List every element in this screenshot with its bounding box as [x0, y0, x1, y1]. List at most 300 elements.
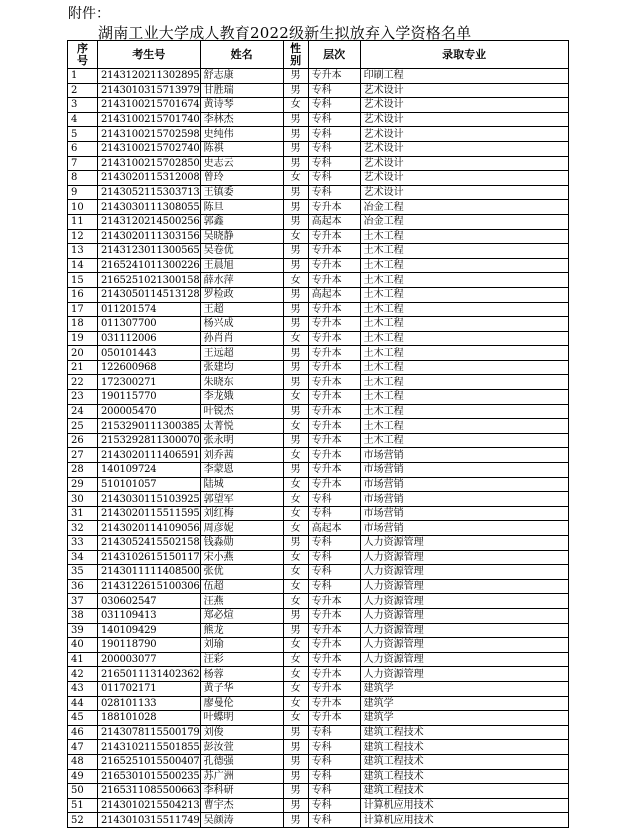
row-index-cell: 45	[68, 711, 98, 726]
exam-number-cell: 011201574	[98, 302, 201, 317]
major-cell: 艺术设计	[360, 112, 568, 127]
major-cell: 市场营销	[360, 521, 568, 536]
table-row	[68, 798, 569, 813]
exam-number-cell: 122600968	[98, 360, 201, 375]
level-cell: 专升本	[308, 696, 360, 711]
attachment-label: 附件：	[68, 6, 110, 22]
exam-number-cell: 2143010315713979	[98, 83, 201, 98]
major-cell: 市场营销	[360, 506, 568, 521]
row-index-cell: 33	[68, 536, 98, 551]
exam-number-cell: 140109429	[98, 623, 201, 638]
exam-number-cell: 011702171	[98, 681, 201, 696]
student-name-cell: 黄子华	[200, 681, 283, 696]
exam-number-cell: 2143050114513128	[98, 287, 201, 302]
gender-cell: 男	[283, 375, 308, 390]
student-name-cell: 叶锐杰	[200, 404, 283, 419]
exam-number-cell: 2153290111300385	[98, 419, 201, 434]
student-name-cell: 张建均	[200, 360, 283, 375]
exam-number-cell: 050101443	[98, 346, 201, 361]
row-index-cell: 52	[68, 813, 98, 828]
table-row	[68, 171, 569, 186]
table-row	[68, 258, 569, 273]
row-index-cell: 36	[68, 579, 98, 594]
row-index-cell: 44	[68, 696, 98, 711]
student-name-cell: 王镇委	[200, 185, 283, 200]
level-cell: 专升本	[308, 375, 360, 390]
major-cell: 艺术设计	[360, 171, 568, 186]
row-index-cell: 6	[68, 141, 98, 156]
exam-number-cell: 2143120211302895	[98, 69, 201, 84]
gender-cell: 男	[283, 302, 308, 317]
exam-number-cell: 200005470	[98, 404, 201, 419]
exam-number-cell: 2143100215701740	[98, 112, 201, 127]
major-cell: 艺术设计	[360, 185, 568, 200]
gender-cell: 女	[283, 390, 308, 405]
header-index: 序号	[68, 41, 98, 69]
gender-cell: 男	[283, 317, 308, 332]
student-name-cell: 苏广洲	[200, 769, 283, 784]
table-row	[68, 565, 569, 580]
student-name-cell: 汪燕	[200, 594, 283, 609]
row-index-cell: 10	[68, 200, 98, 215]
exam-number-cell: 188101028	[98, 711, 201, 726]
table-row	[68, 156, 569, 171]
exam-number-cell: 200003077	[98, 652, 201, 667]
student-name-cell: 张永明	[200, 433, 283, 448]
major-cell: 建筑学	[360, 696, 568, 711]
row-index-cell: 35	[68, 565, 98, 580]
exam-number-cell: 2143030111308055	[98, 200, 201, 215]
table-row	[68, 360, 569, 375]
student-name-cell: 刘红梅	[200, 506, 283, 521]
gender-cell: 男	[283, 798, 308, 813]
student-name-cell: 孙肖肖	[200, 331, 283, 346]
gender-cell: 男	[283, 404, 308, 419]
gender-cell: 女	[283, 273, 308, 288]
major-cell: 建筑学	[360, 681, 568, 696]
major-cell: 计算机应用技术	[360, 813, 568, 828]
student-name-cell: 郑必煊	[200, 608, 283, 623]
row-index-cell: 32	[68, 521, 98, 536]
gender-cell: 男	[283, 244, 308, 259]
level-cell: 专科	[308, 506, 360, 521]
exam-number-cell: 2143102615150117	[98, 550, 201, 565]
major-cell: 土木工程	[360, 244, 568, 259]
student-name-cell: 刘乔茜	[200, 448, 283, 463]
gender-cell: 女	[283, 492, 308, 507]
row-index-cell: 13	[68, 244, 98, 259]
gender-cell: 男	[283, 813, 308, 828]
row-index-cell: 15	[68, 273, 98, 288]
student-name-cell: 廖曼伦	[200, 696, 283, 711]
exam-number-cell: 2143020114109056	[98, 521, 201, 536]
student-name-cell: 史纯伟	[200, 127, 283, 142]
major-cell: 人力资源管理	[360, 667, 568, 682]
exam-number-cell: 2143078115500179	[98, 725, 201, 740]
table-row	[68, 375, 569, 390]
table-row	[68, 287, 569, 302]
gender-cell: 男	[283, 200, 308, 215]
header-exam-number: 考生号	[98, 41, 201, 69]
row-index-cell: 11	[68, 214, 98, 229]
table-row	[68, 506, 569, 521]
table-row	[68, 536, 569, 551]
level-cell: 专升本	[308, 638, 360, 653]
table-row	[68, 69, 569, 84]
table-row	[68, 273, 569, 288]
major-cell: 人力资源管理	[360, 638, 568, 653]
major-cell: 人力资源管理	[360, 550, 568, 565]
table-row	[68, 623, 569, 638]
row-index-cell: 47	[68, 740, 98, 755]
major-cell: 人力资源管理	[360, 623, 568, 638]
student-name-cell: 陈旦	[200, 200, 283, 215]
table-row	[68, 667, 569, 682]
student-name-cell: 王晨旭	[200, 258, 283, 273]
major-cell: 建筑工程技术	[360, 784, 568, 799]
student-name-cell: 黄诗琴	[200, 98, 283, 113]
gender-cell: 女	[283, 550, 308, 565]
student-name-cell: 吴卷优	[200, 244, 283, 259]
gender-cell: 男	[283, 112, 308, 127]
exam-number-cell: 030602547	[98, 594, 201, 609]
table-row	[68, 404, 569, 419]
row-index-cell: 26	[68, 433, 98, 448]
row-index-cell: 19	[68, 331, 98, 346]
student-name-cell: 熊龙	[200, 623, 283, 638]
student-name-cell: 吴晓静	[200, 229, 283, 244]
major-cell: 土木工程	[360, 404, 568, 419]
exam-number-cell: 510101057	[98, 477, 201, 492]
student-name-cell: 李蒙恩	[200, 463, 283, 478]
gender-cell: 女	[283, 477, 308, 492]
table-row	[68, 594, 569, 609]
major-cell: 艺术设计	[360, 83, 568, 98]
level-cell: 专升本	[308, 623, 360, 638]
gender-cell: 男	[283, 83, 308, 98]
exam-number-cell: 2165251021300158	[98, 273, 201, 288]
student-name-cell: 孔德强	[200, 754, 283, 769]
major-cell: 计算机应用技术	[360, 798, 568, 813]
level-cell: 专升本	[308, 419, 360, 434]
major-cell: 土木工程	[360, 229, 568, 244]
major-cell: 市场营销	[360, 492, 568, 507]
major-cell: 土木工程	[360, 287, 568, 302]
student-name-cell: 史志云	[200, 156, 283, 171]
row-index-cell: 23	[68, 390, 98, 405]
header-gender: 性别	[283, 41, 308, 69]
gender-cell: 女	[283, 419, 308, 434]
table-row	[68, 244, 569, 259]
exam-number-cell: 2143102115501855	[98, 740, 201, 755]
row-index-cell: 25	[68, 419, 98, 434]
level-cell: 专科	[308, 725, 360, 740]
level-cell: 高起本	[308, 214, 360, 229]
major-cell: 艺术设计	[360, 127, 568, 142]
row-index-cell: 12	[68, 229, 98, 244]
exam-number-cell: 190118790	[98, 638, 201, 653]
level-cell: 专科	[308, 740, 360, 755]
table-row	[68, 317, 569, 332]
exam-number-cell: 2143120214500256	[98, 214, 201, 229]
level-cell: 专科	[308, 83, 360, 98]
major-cell: 人力资源管理	[360, 608, 568, 623]
level-cell: 专科	[308, 550, 360, 565]
gender-cell: 女	[283, 667, 308, 682]
student-name-cell: 郭望军	[200, 492, 283, 507]
row-index-cell: 18	[68, 317, 98, 332]
student-name-cell: 钱淼勋	[200, 536, 283, 551]
student-name-cell: 杨蓉	[200, 667, 283, 682]
exam-number-cell: 2165011131402362	[98, 667, 201, 682]
student-name-cell: 朱晓东	[200, 375, 283, 390]
gender-cell: 女	[283, 331, 308, 346]
major-cell: 土木工程	[360, 302, 568, 317]
gender-cell: 男	[283, 185, 308, 200]
level-cell: 专科	[308, 813, 360, 828]
level-cell: 专科	[308, 769, 360, 784]
header-level: 层次	[308, 41, 360, 69]
table-row	[68, 550, 569, 565]
gender-cell: 男	[283, 156, 308, 171]
row-index-cell: 20	[68, 346, 98, 361]
gender-cell: 女	[283, 711, 308, 726]
major-cell: 人力资源管理	[360, 594, 568, 609]
row-index-cell: 29	[68, 477, 98, 492]
row-index-cell: 4	[68, 112, 98, 127]
exam-number-cell: 031109413	[98, 608, 201, 623]
row-index-cell: 2	[68, 83, 98, 98]
exam-number-cell: 2143020115511595	[98, 506, 201, 521]
student-name-cell: 甘胜瑞	[200, 83, 283, 98]
level-cell: 专升本	[308, 477, 360, 492]
header-major: 录取专业	[360, 41, 568, 69]
major-cell: 土木工程	[360, 317, 568, 332]
level-cell: 专升本	[308, 608, 360, 623]
table-row	[68, 98, 569, 113]
major-cell: 冶金工程	[360, 200, 568, 215]
gender-cell: 女	[283, 652, 308, 667]
student-name-cell: 宋小燕	[200, 550, 283, 565]
gender-cell: 女	[283, 681, 308, 696]
major-cell: 人力资源管理	[360, 565, 568, 580]
gender-cell: 男	[283, 141, 308, 156]
level-cell: 专科	[308, 754, 360, 769]
row-index-cell: 40	[68, 638, 98, 653]
level-cell: 专升本	[308, 331, 360, 346]
gender-cell: 男	[283, 346, 308, 361]
level-cell: 专升本	[308, 360, 360, 375]
major-cell: 土木工程	[360, 273, 568, 288]
student-name-cell: 彭汝萱	[200, 740, 283, 755]
student-name-cell: 汪彩	[200, 652, 283, 667]
level-cell: 专科	[308, 492, 360, 507]
row-index-cell: 17	[68, 302, 98, 317]
student-name-cell: 李龙娥	[200, 390, 283, 405]
table-row	[68, 769, 569, 784]
major-cell: 土木工程	[360, 390, 568, 405]
gender-cell: 男	[283, 754, 308, 769]
table-row	[68, 302, 569, 317]
exam-number-cell: 2143100215702740	[98, 141, 201, 156]
exam-number-cell: 2143052115303713	[98, 185, 201, 200]
table-body	[68, 69, 569, 828]
level-cell: 专升本	[308, 69, 360, 84]
table-row	[68, 127, 569, 142]
row-index-cell: 42	[68, 667, 98, 682]
level-cell: 专升本	[308, 229, 360, 244]
gender-cell: 男	[283, 623, 308, 638]
exam-number-cell: 031112006	[98, 331, 201, 346]
major-cell: 建筑工程技术	[360, 725, 568, 740]
exam-number-cell: 2143123011300565	[98, 244, 201, 259]
table-row	[68, 141, 569, 156]
gender-cell: 女	[283, 506, 308, 521]
table-row	[68, 390, 569, 405]
row-index-cell: 41	[68, 652, 98, 667]
table-row	[68, 214, 569, 229]
major-cell: 建筑学	[360, 711, 568, 726]
level-cell: 专科	[308, 784, 360, 799]
admission-table	[67, 40, 569, 828]
major-cell: 艺术设计	[360, 156, 568, 171]
exam-number-cell: 028101133	[98, 696, 201, 711]
major-cell: 市场营销	[360, 463, 568, 478]
row-index-cell: 8	[68, 171, 98, 186]
level-cell: 高起本	[308, 287, 360, 302]
level-cell: 专升本	[308, 404, 360, 419]
gender-cell: 女	[283, 638, 308, 653]
level-cell: 专科	[308, 565, 360, 580]
row-index-cell: 51	[68, 798, 98, 813]
exam-number-cell: 2165301015500235	[98, 769, 201, 784]
gender-cell: 女	[283, 448, 308, 463]
row-index-cell: 46	[68, 725, 98, 740]
level-cell: 专升本	[308, 711, 360, 726]
major-cell: 艺术设计	[360, 98, 568, 113]
exam-number-cell: 2143122615100306	[98, 579, 201, 594]
major-cell: 土木工程	[360, 331, 568, 346]
gender-cell: 男	[283, 769, 308, 784]
gender-cell: 男	[283, 127, 308, 142]
level-cell: 专科	[308, 98, 360, 113]
exam-number-cell: 172300271	[98, 375, 201, 390]
exam-number-cell: 140109724	[98, 463, 201, 478]
student-name-cell: 王超	[200, 302, 283, 317]
header-name: 姓名	[200, 41, 283, 69]
level-cell: 专科	[308, 127, 360, 142]
table-row	[68, 433, 569, 448]
exam-number-cell: 2143010215504213	[98, 798, 201, 813]
major-cell: 土木工程	[360, 360, 568, 375]
major-cell: 土木工程	[360, 346, 568, 361]
exam-number-cell: 2165251015500407	[98, 754, 201, 769]
level-cell: 专科	[308, 156, 360, 171]
exam-number-cell: 2153292811300070	[98, 433, 201, 448]
major-cell: 人力资源管理	[360, 536, 568, 551]
student-name-cell: 曾玲	[200, 171, 283, 186]
row-index-cell: 16	[68, 287, 98, 302]
level-cell: 高起本	[308, 521, 360, 536]
level-cell: 专升本	[308, 448, 360, 463]
level-cell: 专科	[308, 579, 360, 594]
row-index-cell: 49	[68, 769, 98, 784]
level-cell: 专升本	[308, 681, 360, 696]
exam-number-cell: 2143052415502158	[98, 536, 201, 551]
gender-cell: 女	[283, 565, 308, 580]
level-cell: 专升本	[308, 317, 360, 332]
table-row	[68, 638, 569, 653]
student-name-cell: 曹宇杰	[200, 798, 283, 813]
major-cell: 土木工程	[360, 258, 568, 273]
student-name-cell: 叶蝶明	[200, 711, 283, 726]
row-index-cell: 37	[68, 594, 98, 609]
level-cell: 专升本	[308, 244, 360, 259]
row-index-cell: 30	[68, 492, 98, 507]
row-index-cell: 39	[68, 623, 98, 638]
table-row	[68, 477, 569, 492]
level-cell: 专升本	[308, 390, 360, 405]
row-index-cell: 3	[68, 98, 98, 113]
major-cell: 建筑工程技术	[360, 754, 568, 769]
row-index-cell: 9	[68, 185, 98, 200]
exam-number-cell: 2143010315511749	[98, 813, 201, 828]
gender-cell: 女	[283, 521, 308, 536]
exam-number-cell: 2143100215702850	[98, 156, 201, 171]
table-row	[68, 521, 569, 536]
table-row	[68, 492, 569, 507]
exam-number-cell: 2143011111408500	[98, 565, 201, 580]
table-row	[68, 711, 569, 726]
gender-cell: 男	[283, 725, 308, 740]
row-index-cell: 38	[68, 608, 98, 623]
level-cell: 专升本	[308, 200, 360, 215]
level-cell: 专升本	[308, 463, 360, 478]
student-name-cell: 伍超	[200, 579, 283, 594]
level-cell: 专升本	[308, 594, 360, 609]
student-name-cell: 刘俊	[200, 725, 283, 740]
student-name-cell: 李科研	[200, 784, 283, 799]
table-row	[68, 696, 569, 711]
major-cell: 土木工程	[360, 375, 568, 390]
table-header-row	[68, 41, 569, 69]
exam-number-cell: 2143030115103925	[98, 492, 201, 507]
level-cell: 专科	[308, 185, 360, 200]
student-name-cell: 杨兴成	[200, 317, 283, 332]
row-index-cell: 22	[68, 375, 98, 390]
row-index-cell: 28	[68, 463, 98, 478]
row-index-cell: 5	[68, 127, 98, 142]
row-index-cell: 48	[68, 754, 98, 769]
major-cell: 人力资源管理	[360, 579, 568, 594]
document-title: 湖南工业大学成人教育2022级新生拟放弃入学资格名单	[98, 24, 472, 42]
student-name-cell: 张优	[200, 565, 283, 580]
level-cell: 专升本	[308, 667, 360, 682]
gender-cell: 男	[283, 258, 308, 273]
row-index-cell: 24	[68, 404, 98, 419]
student-name-cell: 陈祺	[200, 141, 283, 156]
table-row	[68, 579, 569, 594]
major-cell: 土木工程	[360, 419, 568, 434]
row-index-cell: 7	[68, 156, 98, 171]
gender-cell: 男	[283, 433, 308, 448]
level-cell: 专升本	[308, 433, 360, 448]
student-name-cell: 周彦妮	[200, 521, 283, 536]
exam-number-cell: 2165241011300226	[98, 258, 201, 273]
student-name-cell: 太菁悦	[200, 419, 283, 434]
level-cell: 专升本	[308, 302, 360, 317]
major-cell: 市场营销	[360, 477, 568, 492]
